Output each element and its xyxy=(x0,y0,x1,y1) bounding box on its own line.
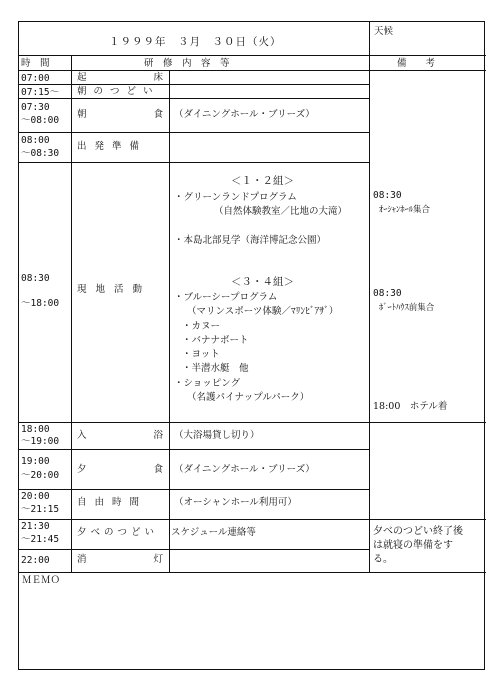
shopping: ・ショッピング xyxy=(174,378,241,389)
activity-evening-gathering: 夕べのつどい xyxy=(77,527,159,538)
time-1800-end: 〜19:00 xyxy=(21,436,60,447)
content-column-header: 研 修 内 容 等 xyxy=(144,58,230,69)
group-b-item: ・半潜水艇 他 xyxy=(182,363,249,374)
time-0800-end: 〜08:30 xyxy=(21,148,60,159)
activity-free-time: 自由時間 xyxy=(77,497,148,508)
shopping-detail: （名護パイナップルパーク） xyxy=(187,392,310,403)
activity-morning-gathering: 朝のつどい xyxy=(77,86,160,97)
activity-departure-prep: 出発準備 xyxy=(77,141,148,152)
time-0800-start: 08:00 xyxy=(21,135,50,146)
weather-label: 天候 xyxy=(374,26,394,37)
time-1800-start: 18:00 xyxy=(21,424,50,435)
meet2-time: 08:30 xyxy=(373,288,402,299)
activity-lights-out: 消 灯 xyxy=(77,554,163,565)
dinner-venue: （ダイニングホール・ブリーズ） xyxy=(174,464,315,475)
meet1-time: 08:30 xyxy=(373,190,402,201)
time-column-label: 時 間 xyxy=(21,58,50,69)
schedule-table xyxy=(18,21,485,670)
bath-detail: （大浴場貸し切り） xyxy=(174,430,260,441)
activity-dinner: 夕 食 xyxy=(77,464,163,475)
group-b-item: ・ヨット xyxy=(182,349,220,360)
free-time-detail: （オーシャンホール利用可） xyxy=(174,497,297,508)
activity-wake: 起 床 xyxy=(77,72,163,83)
time-1900-start: 19:00 xyxy=(21,456,50,467)
meet1-place: ｵｰｼｬﾝﾎｰﾙ集合 xyxy=(379,205,431,215)
time-column-header xyxy=(21,58,67,70)
time-2200: 22:00 xyxy=(21,555,50,566)
evening-note-line: 夕べのつどい終了後 xyxy=(373,526,463,537)
group-b-detail: （マリンスポーツ体験／ﾏﾘﾝﾋﾞｱｻﾞ） xyxy=(187,306,339,317)
time-2000-start: 20:00 xyxy=(21,491,50,502)
arrival-note: 18:00 ホテル着 xyxy=(373,401,448,412)
sightseeing: ・本島北部見学（海洋博記念公園） xyxy=(174,235,327,246)
evening-note-line: は就寝の準備をす xyxy=(373,540,453,551)
evening-note-line: る。 xyxy=(373,554,393,565)
time-0830-end: 〜18:00 xyxy=(21,298,60,309)
time-2000-end: 〜21:15 xyxy=(21,504,60,515)
time-2130-end: 〜21:45 xyxy=(21,534,60,545)
group-b-item: ・バナナボート xyxy=(182,335,249,346)
group-a-program: ・グリーンランドプログラム xyxy=(174,192,297,203)
group-b-item: ・カヌー xyxy=(182,321,221,332)
notes-column-header: 備 考 xyxy=(397,58,436,69)
group-b-heading: ＜３・４組＞ xyxy=(231,276,294,288)
group-a-detail: （自然体験教室／比地の大滝） xyxy=(214,206,348,217)
evening-gathering-detail: スケジュール連絡等 xyxy=(171,527,256,538)
breakfast-venue: （ダイニングホール・ブリーズ） xyxy=(174,109,315,120)
time-1900-end: 〜20:00 xyxy=(21,470,60,481)
time-0730-start: 07:30 xyxy=(21,102,50,113)
time-0715: 07:15〜 xyxy=(21,87,60,98)
date-heading: １９９９年 ３月 ３０日（火） xyxy=(109,36,282,48)
activity-breakfast: 朝 食 xyxy=(77,109,163,120)
time-0830-start: 08:30 xyxy=(21,273,50,284)
time-0700: 07:00 xyxy=(21,73,50,84)
group-a-heading: ＜１・２組＞ xyxy=(231,175,294,187)
activity-field: 現地活動 xyxy=(77,284,152,295)
activity-bath: 入 浴 xyxy=(77,430,163,441)
group-b-program: ・ブルーシープログラム xyxy=(174,292,278,303)
meet2-place: ﾎﾞｰﾄﾊｳｽ前集合 xyxy=(379,303,435,313)
time-0730-end: 〜08:00 xyxy=(21,115,60,126)
memo-label: ＭＥＭＯ xyxy=(22,575,61,586)
time-2130-start: 21:30 xyxy=(21,521,50,532)
